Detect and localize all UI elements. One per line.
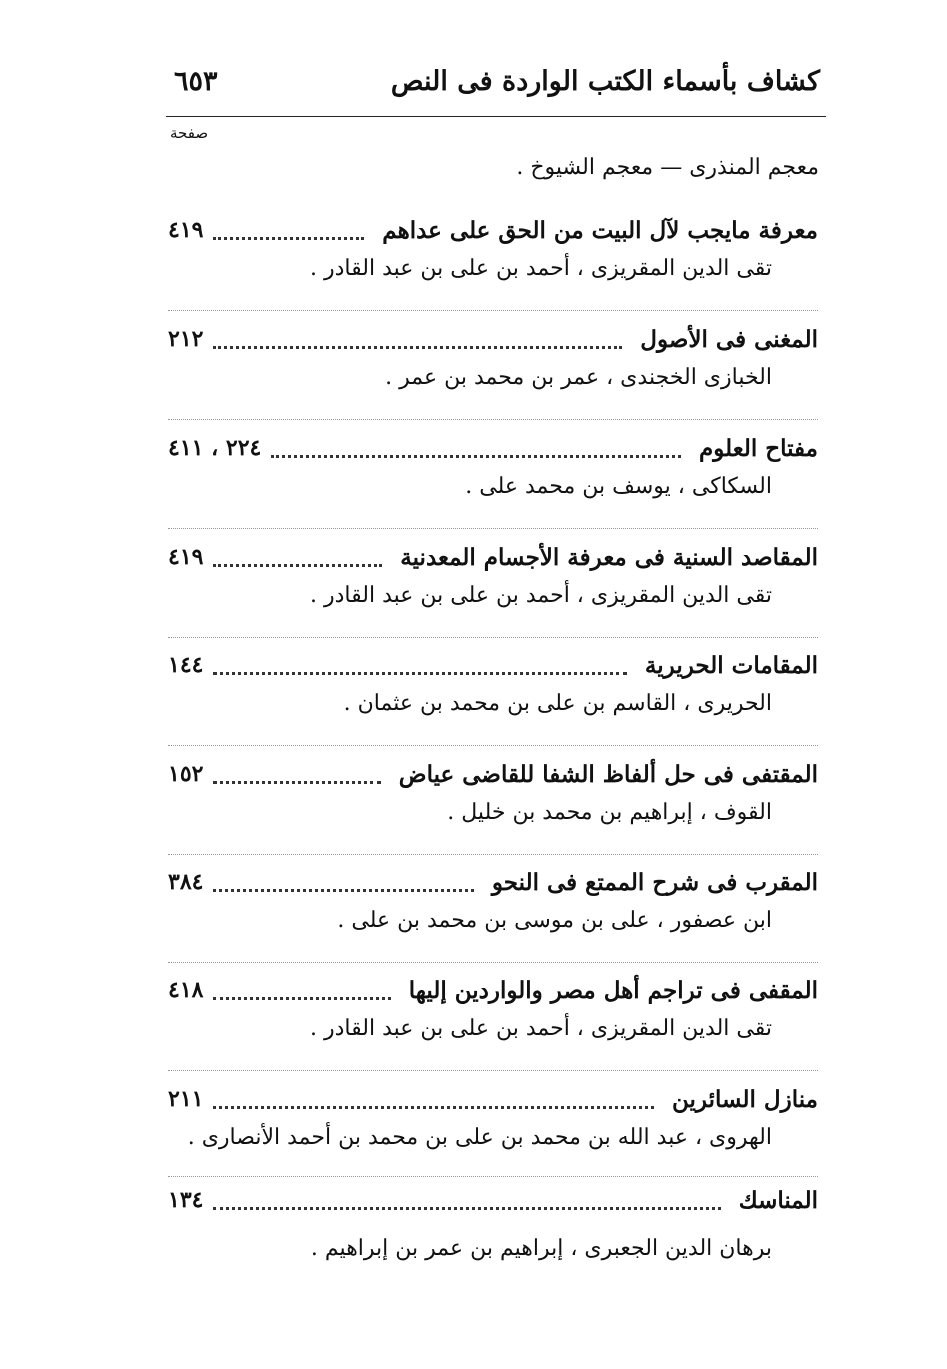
entry-pages: ٤١٩	[168, 544, 204, 570]
leader-dots	[213, 985, 390, 1000]
entry-title: المناسك	[738, 1186, 818, 1214]
entry-divider	[168, 962, 818, 963]
entry-title-row	[168, 645, 818, 685]
entry-pages: ١٥٢	[168, 761, 204, 787]
entry-divider	[168, 1070, 818, 1071]
entry-divider	[168, 1176, 818, 1177]
entry-title: المغنى فى الأصول	[640, 325, 818, 353]
entry-author: تقى الدين المقريزى ، أحمد بن على بن عبد القادر .	[310, 256, 772, 281]
entry-pages: ٤١٨	[168, 977, 204, 1003]
leader-dots	[213, 769, 380, 784]
leader-dots	[213, 1195, 720, 1210]
page-header	[168, 62, 828, 108]
entry-author: تقى الدين المقريزى ، أحمد بن على بن عبد القادر .	[310, 583, 772, 608]
leader-dots	[271, 443, 681, 458]
leader-dots	[213, 552, 382, 567]
entry-title: منازل السائرين	[671, 1085, 818, 1113]
entry-divider	[168, 310, 818, 311]
index-entry	[168, 1079, 818, 1179]
index-entry	[168, 754, 818, 854]
index-entry	[168, 970, 818, 1070]
entry-author: الهروى ، عبد الله بن محمد بن على بن محمد بن أحمد الأنصارى .	[187, 1125, 772, 1150]
entry-author: الحريرى ، القاسم بن على بن محمد بن عثمان .	[343, 691, 772, 716]
entry-title-row	[168, 970, 818, 1010]
leader-dots	[213, 225, 364, 240]
index-entry	[168, 319, 818, 419]
entry-pages: ١٤٤	[168, 652, 204, 678]
entry-pages: ٢٢٤ ، ٤١١	[168, 435, 262, 461]
entry-author: القوف ، إبراهيم بن محمد بن خليل .	[447, 800, 772, 825]
entry-divider	[168, 419, 818, 420]
entry-title: المقرب فى شرح الممتع فى النحو	[491, 868, 818, 896]
entry-pages: ٢١١	[168, 1086, 204, 1112]
entry-author: ابن عصفور ، على بن موسى بن محمد بن على .	[337, 908, 772, 933]
entry-title-row	[168, 1180, 818, 1220]
page-number: ٦٥٣	[174, 66, 218, 97]
entry-title: المقفى فى تراجم أهل مصر والواردين إليها	[408, 976, 818, 1004]
entry-title: معرفة مايجب لآل البيت من الحق على عداهم	[382, 216, 818, 244]
entry-author: الخبازى الخجندى ، عمر بن محمد بن عمر .	[385, 365, 772, 390]
entry-pages: ٤١٩	[168, 217, 204, 243]
index-entry	[168, 862, 818, 962]
index-entry	[168, 645, 818, 745]
entry-author: برهان الدين الجعبرى ، إبراهيم بن عمر بن إبراهيم .	[310, 1236, 772, 1261]
index-entry	[168, 428, 818, 528]
index-entry	[168, 537, 818, 637]
entry-title-row	[168, 754, 818, 794]
entry-title: المقاصد السنية فى معرفة الأجسام المعدنية	[400, 543, 818, 571]
header-rule	[166, 116, 826, 117]
entry-title-row	[168, 1079, 818, 1119]
leader-dots	[213, 660, 626, 675]
index-entry	[168, 210, 818, 310]
entry-title-row	[168, 862, 818, 902]
entry-divider	[168, 745, 818, 746]
continuation-line: معجم المنذرى — معجم الشيوخ .	[516, 155, 819, 180]
entry-title-row	[168, 210, 818, 250]
entry-author: السكاكى ، يوسف بن محمد على .	[465, 474, 772, 499]
entry-title: المقتفى فى حل ألفاظ الشفا للقاضى عياض	[398, 760, 818, 788]
page-column-label: صفحة	[170, 124, 209, 142]
entry-title-row	[168, 428, 818, 468]
entry-pages: ٣٨٤	[168, 869, 204, 895]
index-entry	[168, 1180, 818, 1280]
entry-pages: ٢١٢	[168, 326, 204, 352]
leader-dots	[213, 877, 473, 892]
entry-divider	[168, 637, 818, 638]
entry-divider	[168, 528, 818, 529]
entry-divider	[168, 854, 818, 855]
entry-title-row	[168, 319, 818, 359]
entry-pages: ١٣٤	[168, 1187, 204, 1213]
leader-dots	[213, 1094, 654, 1109]
entry-title-row	[168, 537, 818, 577]
leader-dots	[213, 334, 622, 349]
entry-author: تقى الدين المقريزى ، أحمد بن على بن عبد القادر .	[310, 1016, 772, 1041]
entry-title: المقامات الحريرية	[644, 651, 818, 679]
running-title: كشاف بأسماء الكتب الواردة فى النص	[390, 66, 820, 97]
entry-title: مفتاح العلوم	[699, 434, 818, 462]
